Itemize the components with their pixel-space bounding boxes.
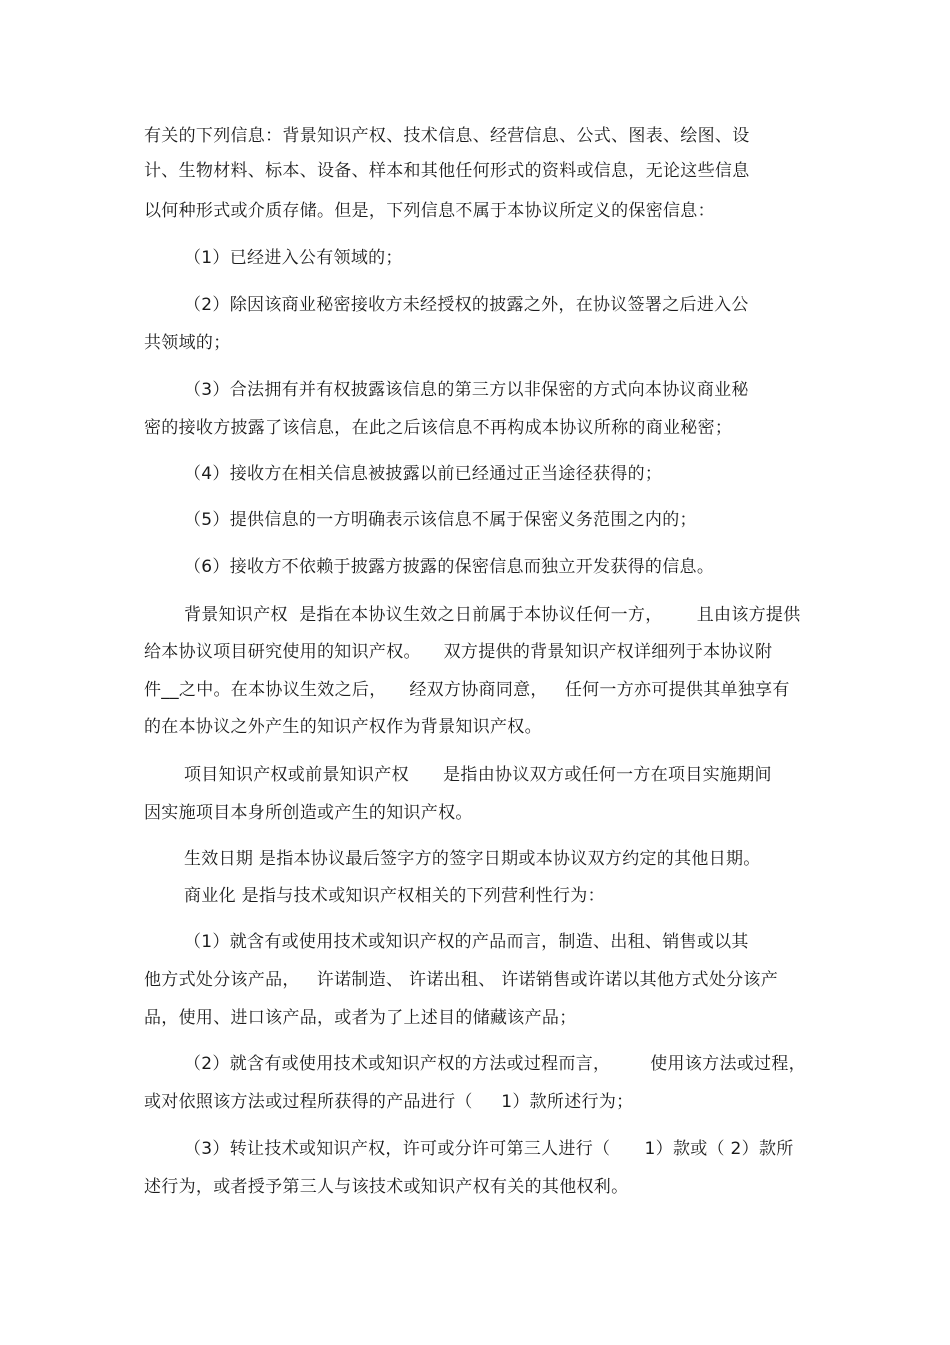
text-line: 或对依照该方法或过程所获得的产品进行（ 1）款所述行为； (144, 1092, 634, 1112)
text-line: 件__之中。在本协议生效之后， 经双方协商同意， 任何一方亦可提供其单独享有 (144, 680, 790, 700)
definition-project-ip: 项目知识产权或前景知识产权 是指由协议双方或任何一方在项目实施期间 (184, 765, 772, 785)
text-line: 密的接收方披露了该信息，在此之后该信息不再构成本协议所称的商业秘密； (144, 418, 733, 438)
commercial-item-3: （3）转让技术或知识产权，许可或分许可第三人进行（ 1）款或（ 2）款所 (184, 1139, 794, 1159)
list-item-3: （3）合法拥有并有权披露该信息的第三方以非保密的方式向本协议商业秘 (184, 380, 749, 400)
text-line: 有关的下列信息：背景知识产权、技术信息、经营信息、公式、图表、绘图、设 (144, 126, 750, 146)
text-line: 因实施项目本身所创造或产生的知识产权。 (144, 803, 473, 823)
definition-background-ip: 背景知识产权 是指在本协议生效之日前属于本协议任何一方， 且由该方提供 (184, 605, 801, 625)
text-line: 述行为，或者授予第三人与该技术或知识产权有关的其他权利。 (144, 1177, 629, 1197)
definition-effective-date: 生效日期 是指本协议最后签字方的签字日期或本协议双方约定的其他日期。 (184, 849, 761, 869)
text-line: 给本协议项目研究使用的知识产权。 双方提供的背景知识产权详细列于本协议附 (144, 642, 773, 662)
text-line: 共领域的； (144, 333, 231, 353)
list-item-4: （4）接收方在相关信息被披露以前已经通过正当途径获得的； (184, 464, 663, 484)
list-item-1: （1）已经进入公有领域的； (184, 248, 403, 268)
commercial-item-1: （1）就含有或使用技术或知识产权的产品而言，制造、出租、销售或以其 (184, 932, 749, 952)
commercial-item-2: （2）就含有或使用技术或知识产权的方法或过程而言， 使用该方法或过程， (184, 1054, 806, 1074)
text-line: 品，使用、进口该产品，或者为了上述目的储藏该产品； (144, 1008, 577, 1028)
list-item-6: （6）接收方不依赖于披露方披露的保密信息而独立开发获得的信息。 (184, 557, 715, 577)
definition-commercialization: 商业化 是指与技术或知识产权相关的下列营利性行为： (184, 886, 605, 906)
list-item-2: （2）除因该商业秘密接收方未经授权的披露之外，在协议签署之后进入公 (184, 295, 749, 315)
text-line: 的在本协议之外产生的知识产权作为背景知识产权。 (144, 717, 542, 737)
list-item-5: （5）提供信息的一方明确表示该信息不属于保密义务范围之内的； (184, 510, 697, 530)
text-line: 以何种形式或介质存储。但是，下列信息不属于本协议所定义的保密信息： (144, 201, 715, 221)
text-line: 他方式处分该产品， 许诺制造、 许诺出租、 许诺销售或许诺以其他方式处分该产 (144, 970, 779, 990)
text-line: 计、生物材料、标本、设备、样本和其他任何形式的资料或信息，无论这些信息 (144, 161, 750, 181)
